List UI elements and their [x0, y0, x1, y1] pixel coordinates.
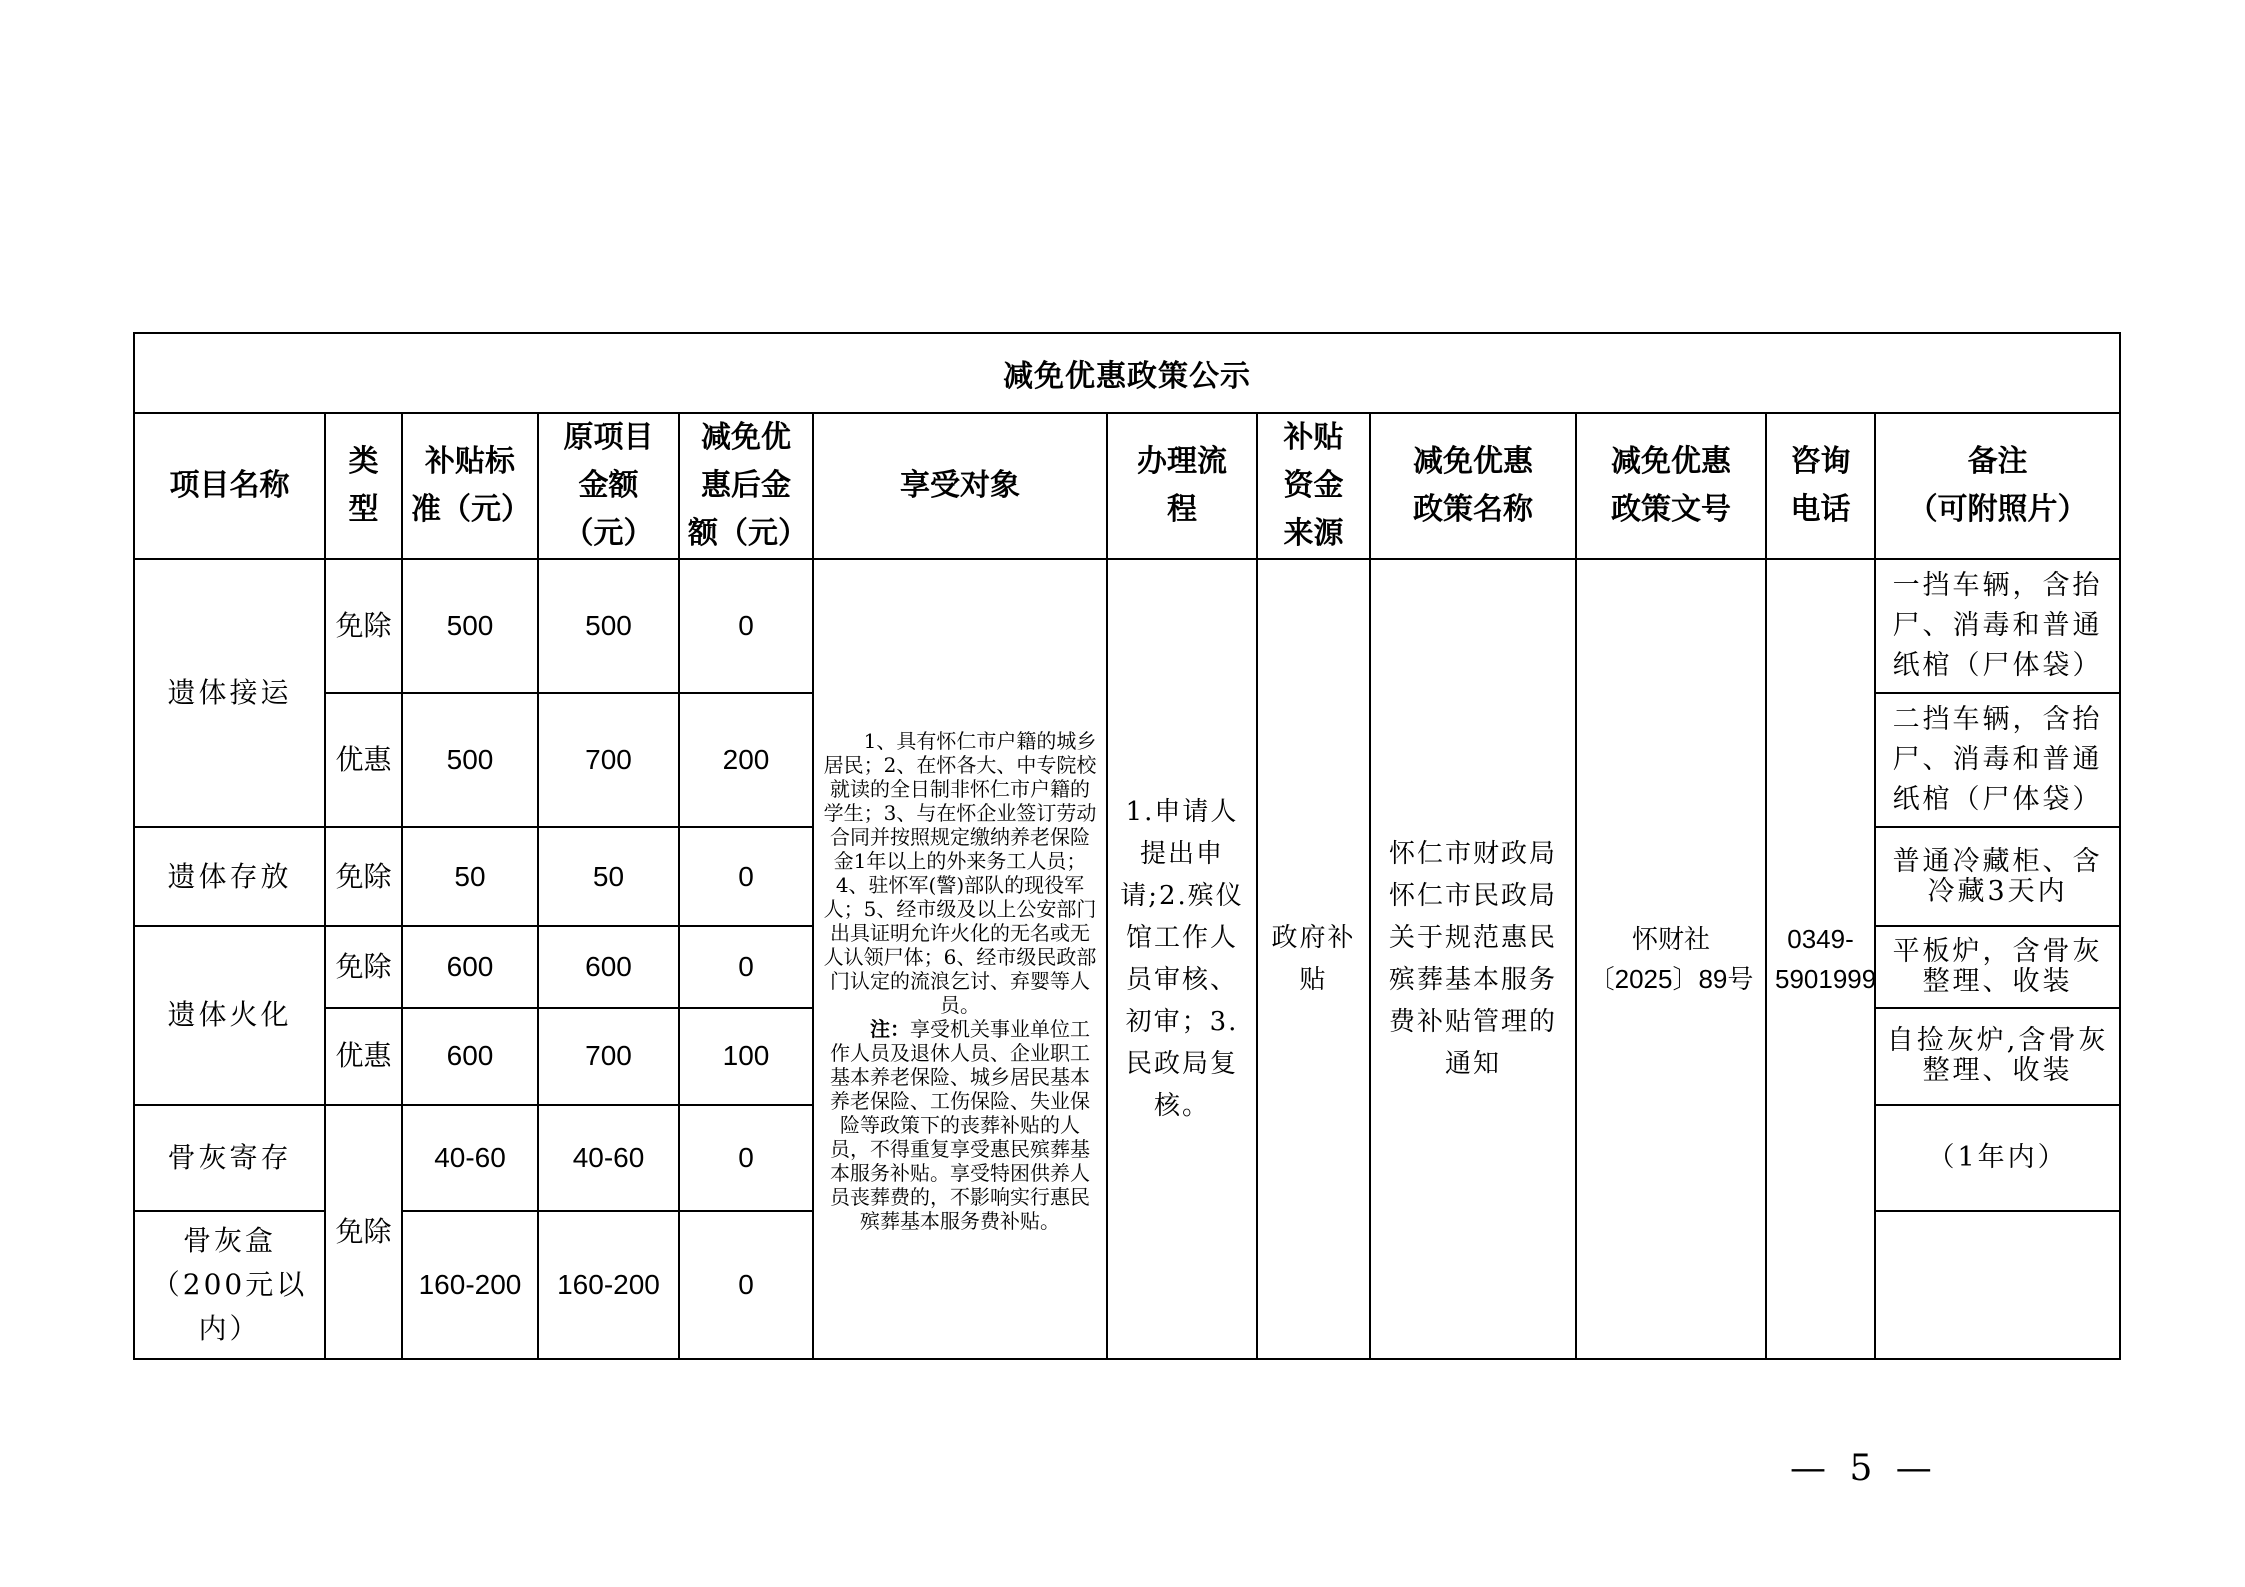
policy-name-cell: 怀仁市财政局怀仁市民政局关于规范惠民殡葬基本服务费补贴管理的通知 [1370, 559, 1576, 1359]
subsidy-cell: 500 [402, 693, 538, 827]
subsidy-cell: 40-60 [402, 1105, 538, 1211]
item-name-cell: 骨灰寄存 [134, 1105, 325, 1211]
subsidy-cell: 600 [402, 926, 538, 1008]
policy-table [133, 332, 2121, 1360]
original-amount-cell: 600 [538, 926, 679, 1008]
table-row [134, 559, 2120, 693]
note-cell: （1年内） [1875, 1105, 2120, 1211]
after-amount-cell: 0 [679, 926, 813, 1008]
type-cell: 优惠 [325, 693, 402, 827]
original-amount-cell: 700 [538, 693, 679, 827]
item-name-cell: 遗体存放 [134, 827, 325, 925]
after-amount-cell: 100 [679, 1008, 813, 1105]
header-note: 备注 （可附照片） [1875, 413, 2120, 559]
item-name-cell: 遗体火化 [134, 926, 325, 1105]
after-amount-cell: 200 [679, 693, 813, 827]
page-number: — 5 — [1790, 1448, 1938, 1489]
original-amount-cell: 40-60 [538, 1105, 679, 1211]
original-amount-cell: 700 [538, 1008, 679, 1105]
original-amount-cell: 160-200 [538, 1211, 679, 1359]
header-after: 减免优 惠后金 额（元） [679, 413, 813, 559]
process-cell: 1.申请人提出申请;2.殡仪馆工作人员审核、初审；3.民政局复核。 [1107, 559, 1257, 1359]
header-policy-name: 减免优惠 政策名称 [1370, 413, 1576, 559]
table-caption: 减免优惠政策公示 [134, 333, 2120, 413]
type-cell: 优惠 [325, 1008, 402, 1105]
after-amount-cell: 0 [679, 559, 813, 693]
subsidy-cell: 600 [402, 1008, 538, 1105]
header-row [134, 413, 2120, 559]
target-main-text: 1、具有怀仁市户籍的城乡居民；2、在怀各大、中专院校就读的全日制非怀仁市户籍的学生；3、与在怀企业签订劳动合同并按照规定缴纳养老保险金1年以上的外来务工人员；4、驻怀军(警)部队的现役军人；5、经市级及以上公安部门出具证明允许火化的无名或无人认领尸体；6、经市级民政部门认定的流浪乞讨、弃婴等人员。 [823, 729, 1097, 1018]
target-note-text: 享受机关事业单位工作人员及退休人员、企业职工基本养老保险、城乡居民基本养老保险、工伤保险、失业保险等政策下的丧葬补贴的人员，不得重复享受惠民殡葬基本服务补贴。享受特困供养人员丧葬费的，不影响实行惠民殡葬基本服务费补贴。 [830, 1017, 1090, 1234]
after-amount-cell: 0 [679, 1105, 813, 1211]
after-amount-cell: 0 [679, 1211, 813, 1359]
header-source: 补贴 资金 来源 [1257, 413, 1370, 559]
note-cell [1875, 1211, 2120, 1359]
header-process: 办理流 程 [1107, 413, 1257, 559]
type-cell: 免除 [325, 827, 402, 925]
doc-number-cell: 怀财社〔2025〕89号 [1576, 559, 1766, 1359]
note-cell: 自捡灰炉,含骨灰整理、收装 [1875, 1008, 2120, 1105]
subsidy-cell: 160-200 [402, 1211, 538, 1359]
note-cell: 平板炉，含骨灰整理、收装 [1875, 926, 2120, 1008]
header-doc-no: 减免优惠 政策文号 [1576, 413, 1766, 559]
note-cell: 普通冷藏柜、含冷藏3天内 [1875, 827, 2120, 925]
header-target: 享受对象 [813, 413, 1107, 559]
phone-cell: 0349-5901999 [1766, 559, 1875, 1359]
header-type: 类 型 [325, 413, 402, 559]
note-cell: 一挡车辆，含抬尸、消毒和普通纸棺（尸体袋） [1875, 559, 2120, 693]
type-cell: 免除 [325, 1105, 402, 1359]
header-phone: 咨询 电话 [1766, 413, 1875, 559]
header-item: 项目名称 [134, 413, 325, 559]
subsidy-cell: 50 [402, 827, 538, 925]
header-original: 原项目 金额 （元） [538, 413, 679, 559]
type-cell: 免除 [325, 926, 402, 1008]
item-name-cell: 遗体接运 [134, 559, 325, 827]
subsidy-cell: 500 [402, 559, 538, 693]
item-name-cell: 骨灰盒（200元以内） [134, 1211, 325, 1359]
header-subsidy: 补贴标 准（元） [402, 413, 538, 559]
eligible-target-cell [813, 559, 1107, 1359]
note-cell: 二挡车辆，含抬尸、消毒和普通纸棺（尸体袋） [1875, 693, 2120, 827]
after-amount-cell: 0 [679, 827, 813, 925]
target-note-label: 注： [870, 1017, 910, 1042]
fund-source-cell: 政府补贴 [1257, 559, 1370, 1359]
original-amount-cell: 500 [538, 559, 679, 693]
type-cell: 免除 [325, 559, 402, 693]
original-amount-cell: 50 [538, 827, 679, 925]
